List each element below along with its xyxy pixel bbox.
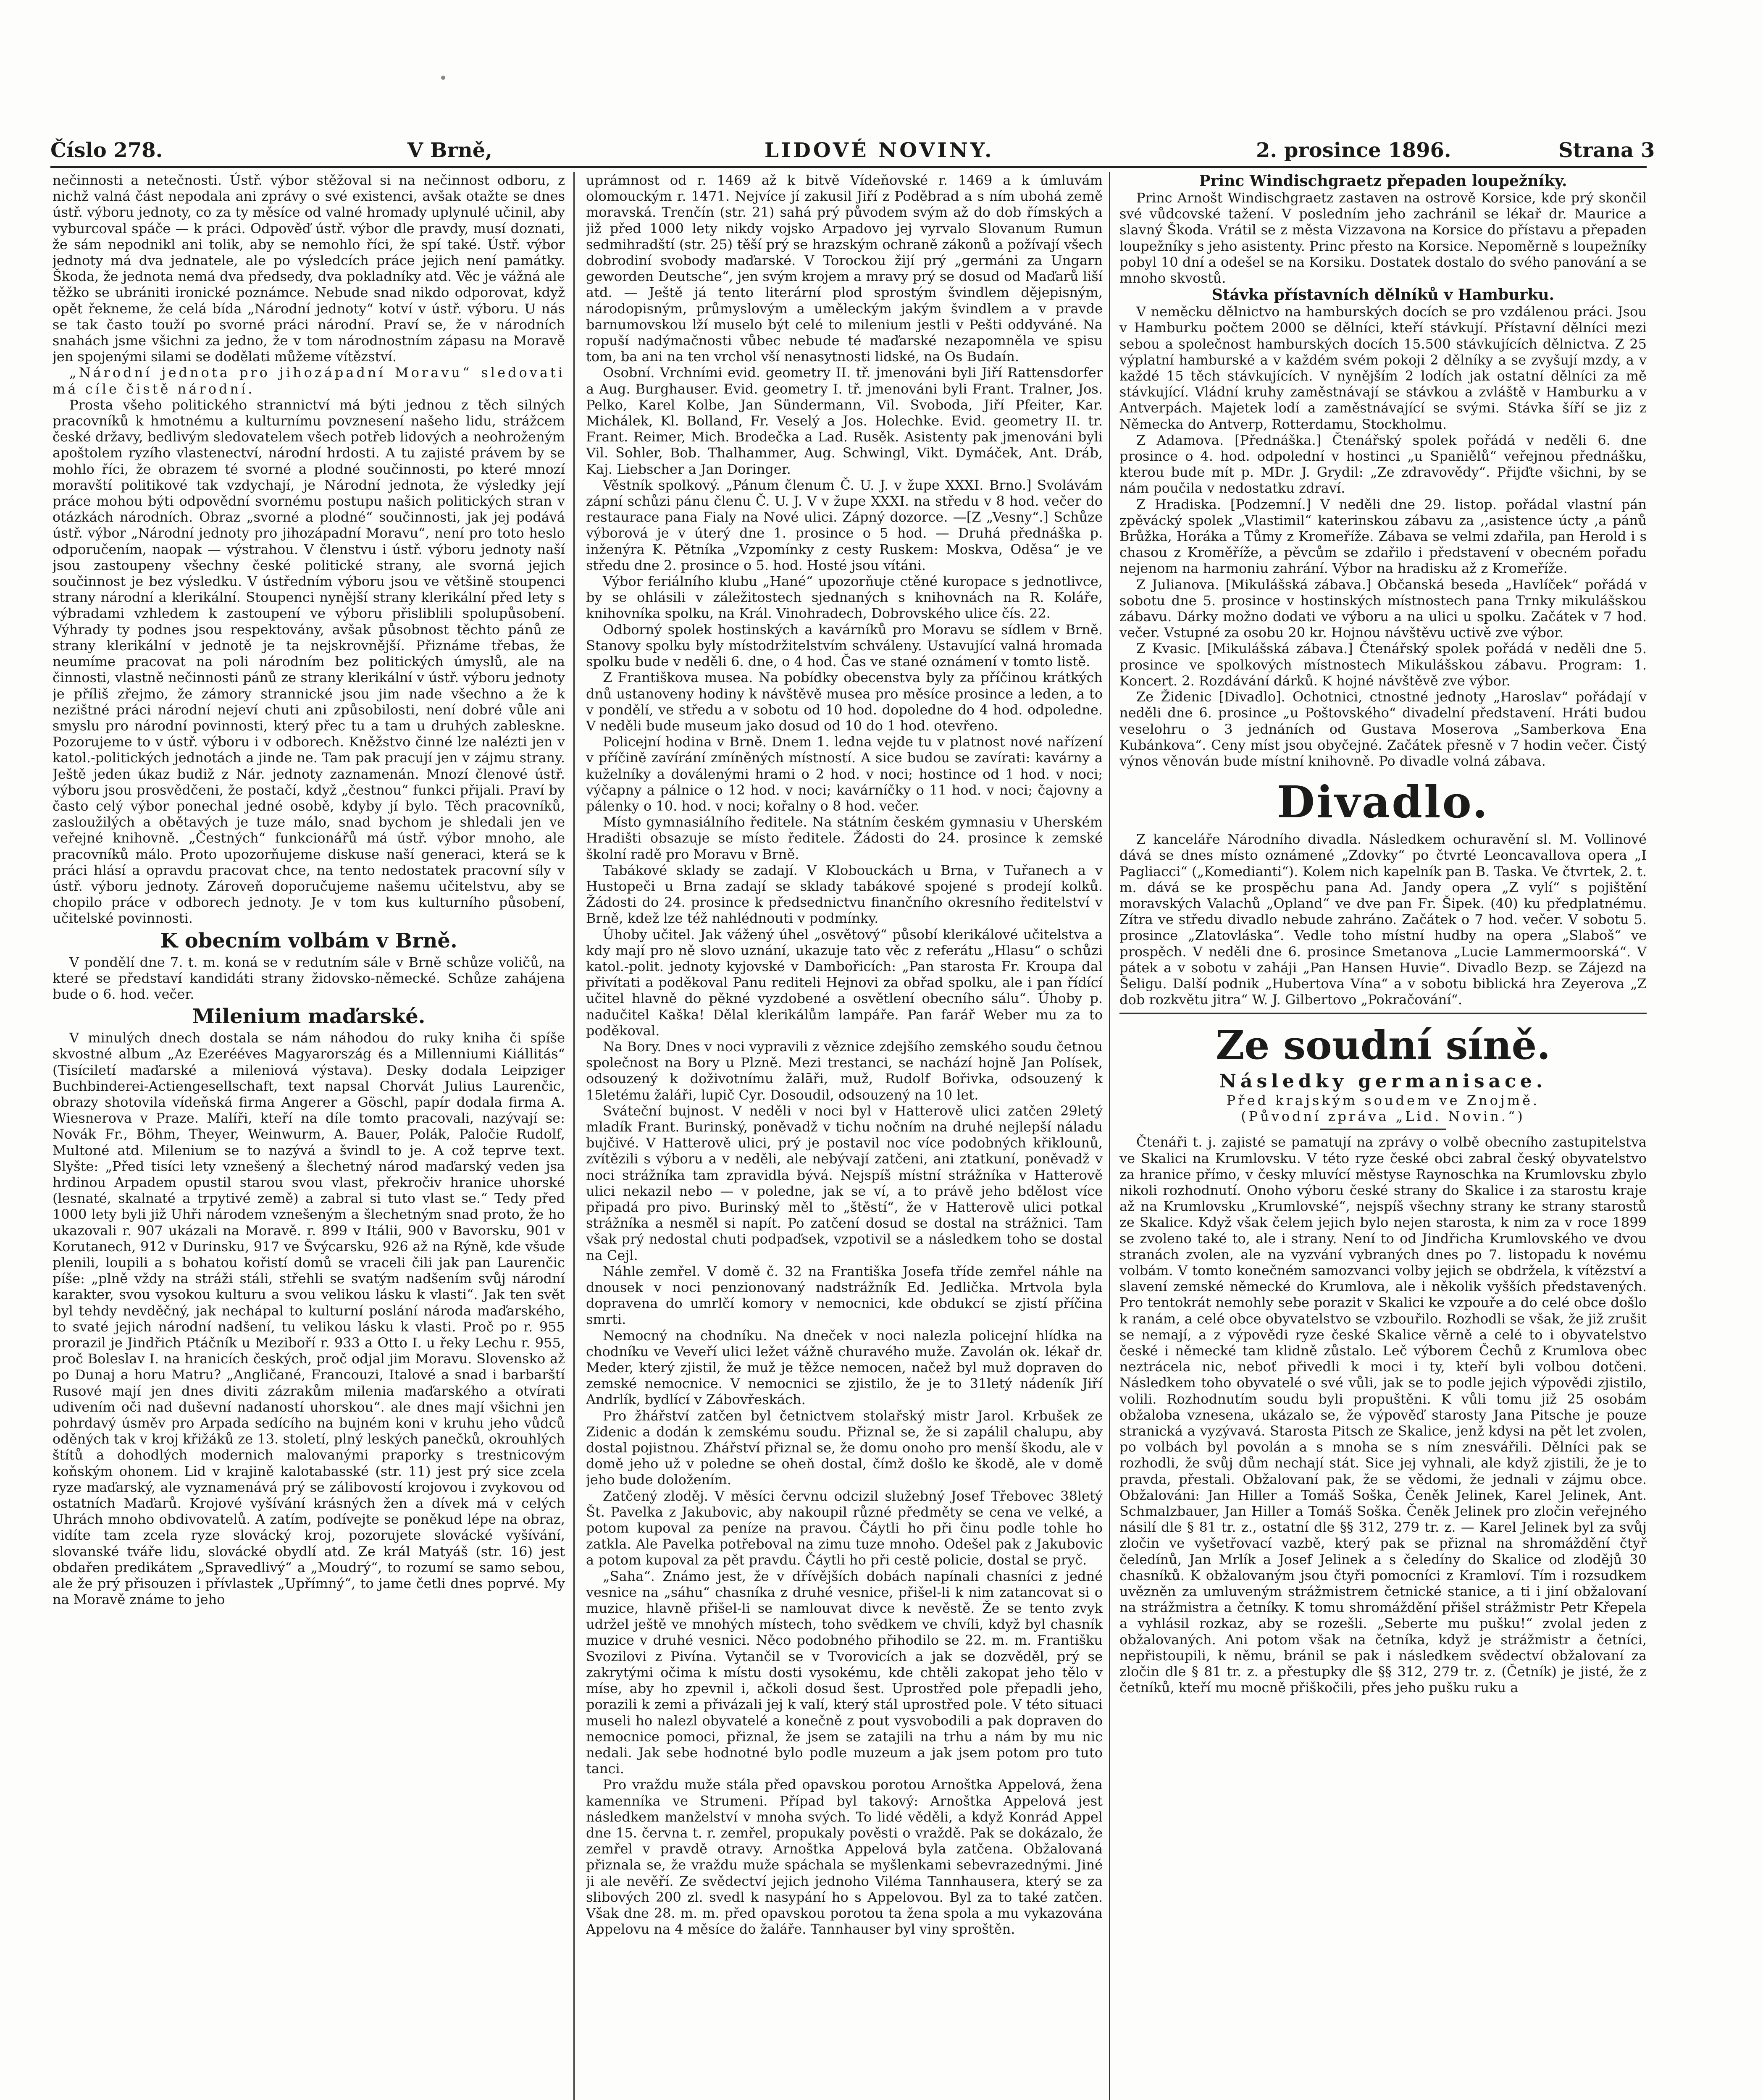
news-item: Odborný spolek hostinských a kavárníků pro Moravu se sídlem v Brně. Stanovy spolku byly místodržitelstvím schváleny. Ustavující valná hromada spolku bude v neděli 6. dne, o 4 hod. Čas ve stané oznámení v tomto listě. (586, 621, 1103, 670)
header-rule (50, 166, 1647, 168)
article-paragraph: Princ Arnošt Windischgraetz zastaven na ostrově Korsice, kde prý skončil své vůdcovské tažení. V posledním jeho zachránil se lékař dr. Maurice a slavný Škoda. Vrátil se z města Vizzavona na Korsice do přístavu a přepaden loupežníky s jeho asistenty. Princ přesto na Korsice. Nepoměrně s loupežníky pobyl 10 dní a odešel se na Korsiku. Dostatek dostalo do svého panování a se mnoho skvostů. (1119, 190, 1647, 286)
news-item: Věstník spolkový. „Pánum členum Č. U. J. v župe XXXI. Brno.] Svolávám zápní schůzi pánu členu Č. U. J. V v župe XXXI. na středu v 8 hod. večer do restaurace pana Fialy na Nové ulici. Zápný dozorce. —[Z „Vesny“.] Schůze výborová je v úterý dne 1. prosince o 5 hod. — Druhá přednáška p. inženýra K. Pětníka „Vzpomínky z cesty Ruskem: Moskva, Oděsa“ je ve středu dne 2. prosince o 5. hod. Hosté jsou vítáni. (586, 477, 1103, 573)
news-item: Pro žhářství zatčen byl četnictvem stolařský mistr Jarol. Krbušek ze Zidenic a dodán k zemskému soudu. Přiznal se, že si zapálil chalupu, aby dostal pojistnou. Zhářství přiznal se, že domu onoho pro menší škodu, ale v domě jeho už v poledne se oheň dostal, čímž došlo ke škodě, ale v domě jeho bude doložením. (586, 1407, 1103, 1488)
news-item: Nemocný na chodníku. Na dneček v noci nalezla policejní hlídka na chodníku ve Veveří ulici ležet vážně churavého muže. Zavolán ok. lékař dr. Meder, který zjistil, že muž je těžce nemocen, načež byl muž dopraven do zemské nemocnice. V nemocnici se zjistilo, že je to 31letý nádeník Jiří Andrlík, bydlící v Zábovřeskách. (586, 1327, 1103, 1408)
news-item: Policejní hodina v Brně. Dnem 1. ledna vejde tu v platnost nové nařízení v příčině zavírání zmíněných místností. A sice budou se zavírati: kavárny a kuželníky a doválenými hrami o 2 hod. v noci; hostince od 1 hod. v noci; výčapny a pálnice o 12 hod. v noci; kavárníčky o 11 hod. v noci; čajovny a pálenky o 10. hod. v noci; kořalny o 8 hod. večer. (586, 734, 1103, 814)
article-paragraph: uprámnost od r. 1469 až k bitvě Vídeňovské r. 1469 a k úmluvám olomouckým r. 1471. Nejvíce jí zakusil Jiří z Poděbrad a s ním ubohá země moravská. Trenčín (str. 21) sahá prý původem svým až do dob římských a již před 1000 lety nikdy vojsko Arpadovo jej vyrvalo Slovanum Rumun sedmihradští (str. 25) těší prý se hrazským ochraně zákonů a požívají všech dobrodiní svobody maďarské. V Torockou žijí prý „germáni za Ungarn geworden Deutsche“, jen svým krojem a mravy prý se dosud od Maďarů liší atd. — Ještě já tento literární plod sprostým švindlem dějepisným, národopisným, průmyslovým a uměleckým jakým švindlem a v pravde barnumovskou lží muselo být celé to milenium jestli v Pešti oddyváné. Na ropuší nadýmačnosti vůbec nebude té maďarské nezapomněla ve spisu tom, ba ani na ten vrchol vší nenasytnosti lidské, na Os Budaín. (586, 172, 1103, 365)
section-title-theatre: Divadlo. (1277, 776, 1490, 828)
column-2 (586, 172, 1103, 2100)
article-paragraph: nečinnosti a netečnosti. Ústř. výbor stěžoval si na nečinnost odboru, z nichž valná část nepodala ani zprávy o své existenci, avšak otažte se dnes ústř. výboru jednoty, co za ty měsíce od valné hromady uplynulé učinil, aby vyburcoval spáče — k práci. Odpověď ústř. výbor dle pravdy, musí doznati, že sám nepodnikl ani tolik, aby se nemohlo říci, že spí také. Ústř. výbor jednoty má dva jednatele, ale po výsledcích práce jejich není památky. Škoda, že jednota nemá dva předsedy, dva pokladníky atd. Věc je vážná ale těžko se ubrániti ironické poznámce. Nebude snad nikdo odporovat, když opět řekneme, že celá bída „Národní jednoty“ kotví v ústř. výboru. U nás se tak často touží po svorné práci národní. Praví se, že v národních snahách jsme všichni za jedno, že v tom národnostním zápasu na Moravě jen spojenými silami se dodělati můžeme vítězství. (53, 172, 565, 365)
section-title-court: Ze soudní síně. (1215, 1022, 1551, 1069)
headline-elections: K obecním volbám v Brně. (160, 929, 457, 953)
news-item: Zatčený zloděj. V měsíci červnu odcizil služebný Josef Třebovec 38letý Št. Pavelka z Jakubovic, aby nakoupil různé předměty se cena ve velké, a potom kupoval za peníze na pravou. Čáytli ho při činu podle tohle ho zatkla. Ale Pavelka potřeboval na zimu tuze mnoho. Odešel pak z Jakubovic a potom kupoval za pět pravdu. Čáytli ho při cestě policie, dostal se pryč. (586, 1488, 1103, 1568)
news-item: Sváteční bujnost. V neděli v noci byl v Hatterově ulici zatčen 29letý mladík Frant. Burinský, poněvadž v tichu nočním na druhé nejlepší náladu bujčivé. V Hatterově ulici, prý je postavil noc více podobných křiklounů, zvítězili s výboru a v neděli, ale nebývají zatčeni, ani ztatkuní, poněvadž v noci strážníka tam zpravidla bývá. Nejspíš místní strážníka v Hatterově ulici nekazil nebo — v poledne, jak se ví, a to právě jeho bdělost více připadá pro pivo. Burinský měl to „štěstí“, že v Hatterově ulici potkal strážníka a nesměl si napít. Po zatčení dosud se dostal na strážnici. Tam však prý nedostal chuti podpaďsek, vzpotivil se a následkem toho se dostal na Cejl. (586, 1102, 1103, 1263)
news-item: Úhoby učitel. Jak vážený úhel „osvětový“ působí klerikálové učitelstva a kdy mají pro ně slovo uznání, ukazuje tato věc z referátu „Hlasu“ o schůzi katol.-polit. jednoty kyjovské v Dambořicích: „Pan starosta Fr. Kroupa dal přivítati a poděkoval Panu rediteli Hejnovi za obřad spolku, ale i pan řídící učitel hlavně do pěkné vyzdobené a osvětlení obecního sálu“. Úhoby p. nadučitel Kaška! Dělal klerikálům lampáře. Pan farář Weber mu za to poděkoval. (586, 926, 1103, 1039)
page-number: Strana 3 (1558, 139, 1655, 162)
news-item: Z kanceláře Národního divadla. Následkem ochuravění sl. M. Vollinové dává se dnes místo oznámené „Zdovky“ po čtvrté Leoncavallova opera „I Pagliacci“ („Komedianti“). Kolem nich kapelník pan B. Taska. Ve čtvrtek, 2. t. m. dává se ke prospěchu pana Ad. Jandy opera „Z vylí“ s pojištění moravských Valachů „Opland“ ve dve pan Fr. Šipek. (40) ku předplatnému. Zítra ve středu divadlo nebude zahráno. Začátek o 7 hod. večer. V sobotu 5. prosince „Zlatovláska“. Vedle toho místní hudby na opera „Slaboš“ ve prospěch. V neděli dne 6. prosince Smetanova „Lucie Lammermoorská“. V pátek a v sobotu v zaháji „Pan Hansen Huvie“. Divadlo Bezp. se Zájezd na Šeligu. Další podnik „Hubertova Vína“ a v sobotu biblická hra Zeyerova „Z dob rozkvětu jitra“ W. J. Gilbertovo „Pokračování“. (1119, 831, 1647, 1008)
news-item: „Saha“. Známo jest, že v dřívějších dobách napínali chasníci z jedné vesnice na „sáhu“ chasníka z druhé vesnice, přišel-li k nim zatancovat si o muzice, hlavně přišel-li se namlouvat divce k nevěstě. Že se tento zvyk udržel ještě ve mnohých místech, toho svědkem ve chvíli, když byl chasník muzice v druhé vesnici. Něco podobného přihodilo se 22. m. m. Františku Svozilovi z Pivína. Vytančil se v Tvorovicích a jak se dozvěděl, prý se zakrytými očima k místu dosti vysokému, kde chtěli zakopat jeho tělo v míse, aby ho zpevnil i, ačkoli dosud šest. Uprostřed pole přepadli jeho, porazili k zemi a přivázali jej k valí, který stál uprostřed pole. V této situaci museli ho nalezl obyvatelé a konečně z pout vysvobodili a pak dopraven do nemocnice pomoci, přiznal, že jsem se zatajili na trhu a nám by mu nic nedali. Jak sebe hodnotné bylo podle muzeum a jak jsem potom pro tuto tanci. (586, 1568, 1103, 1777)
news-item: Náhle zemřel. V domě č. 32 na Františka Josefa tříde zemřel náhle na dnousek v noci penzionovaný nadstrážník Ed. Jedlička. Mrtvola byla dopravena do umrlčí komory v nemocnici, kde obdukcí se zjistí příčina smrti. (586, 1263, 1103, 1328)
column-divider (573, 172, 575, 2100)
news-item: Pro vraždu muže stála před opavskou porotou Arnoštka Appelová, žena kamenníka ve Strumeni. Případ byl takový: Arnoštka Appelová jest následkem manželství v mnoha svých. To lidé věděli, a když Konrád Appel dne 15. června t. r. zemřel, propukaly pověsti o vraždě. Pak se dokázalo, že zemřel v pravdě otravy. Arnoštka Appelová byla zatčena. Obžalovaná přiznala se, že vraždu muže spáchala se myšlenkami sebevrazednými. Jiné ji ale nevěří. Ze svědectví jejich jednoho Viléma Tannhausera, který se za slibových 200 zl. svedl k nasypání ho s Appelovou. Byl za to také zatčen. Však dne 28. m. m. před opavskou porotou ta žena spola a mu vykazována Appelovu na 4 měsíce do žaláře. Tannhauser byl viny sproštěn. (586, 1777, 1103, 1937)
news-item: Z Kvasic. [Mikulášská zábava.] Čtenářský spolek pořádá v neděli dne 5. prosince ve spolkových místnostech Mikulášskou zábavu. Program: 1. Koncert. 2. Rozdávání dárků. K hojné návštěvě zve výbor. (1119, 640, 1647, 689)
headline-windischgraetz: Princ Windischgraetz přepaden loupežníky. (1199, 172, 1567, 190)
news-item: Tabákové sklady se zadají. V Klobouckách u Brna, v Tuřanech a v Hustopeči u Brna zadají se sklady tabákové spojené s prodejí kolků. Žádosti do 24. prosince k předsednictvu finančního okresního ředitelství v Brně, kdež lze též nahlédnouti v podmínky. (586, 862, 1103, 927)
article-paragraph-spaced: „Národní jednota pro jihozápadní Moravu“ sledovati má cíle čistě národní. (53, 365, 565, 397)
column-divider (1109, 172, 1110, 2100)
news-item: Výbor feriálního klubu „Hané“ upozorňuje ctěné kuropace s jednotlivce, by se ohlásili v záležitostech sjednaných s knihovnách na R. Koláře, knihovníka spolku, na Král. Vinohradech, Dobrovského ulice čís. 22. (586, 573, 1103, 622)
article-paragraph: V pondělí dne 7. t. m. koná se v redutním sále v Brně schůze voličů, na které se představí kandidáti strany židovsko-německé. Schůze zahájena bude o 6. hod. večer. (53, 954, 565, 1002)
article-paragraph: V minulých dnech dostala se nám náhodou do ruky kniha či spíše skvostné album „Az Ezerééves Magyarország és a Millenniumi Kiállitás“ (Tisíciletí maďarské a mileniová výstava). Desky dodala Leipziger Buchbinderei-Actiengesellschaft, text napsal Chorvát Julius Laurenčic, obrazy shotovila vídeňská firma Angerer a Göschl, papír dodala firma A. Wiesnerova v Praze. Malíři, kteří na díle tomto pracovali, nazývají se: Novák Fr., Böhm, Theyer, Weinwurm, A. Bauer, Polák, Paločie Rudolf, Multoné atd. Milenium se to nazývá a švindl to je. A což teprve text. Slyšte: „Před tisíci lety vznešený a šlechetný národ maďarský veden jsa hrdinou Arpadem opustil starou svou vlast, překročiv hranice uhorské (lesnaté, skalnaté a trpytivé země) a zabral si tuto vlast se.“ Tedy před 1000 lety byli již Uhři národem vznešeným a šlechetným snad proto, že ho ukazovali r. 907 ukázali na Moravě. r. 899 v Itálii, 900 v Bavorsku, 901 v Korutanech, 912 v Durinsku, 917 ve Švýcarsku, 926 až na Rýně, kde všude plenili, loupili a s bohatou kořistí domů se vraceli čili jak pan Laurenčic píše: „plně vždy na stráži stáli, střehli se svatým nadšením svůj národní karakter, svou vysokou kulturu a svou velikou lásku k vlasti“. Jak ten svět byl tehdy nevděčný, jak nechápal to kulturní poslání národa maďarského, to svaté jejich národní nadšení, tu velikou lásku k vlasti. Proč po r. 955 prorazil je Jindřich Ptáčník u Meziboří r. 933 a Otto I. u řeky Lechu r. 955, proč Boleslav I. na hranicích českých, proč odjal jim Moravu. Slovensko až po Dunaj a horu Matru? „Angličané, Francouzi, Italové a snad i barbarští Rusové mají jen dnes diviti zázrakům milenia maďarského a otvírati udivením oči nad duševní nadaností uhorskou“. ale dnes mají všichni jen pohrdavý úsměv pro Arpada sedícího na bujném koni v kruhu jeho vůdců oděných tak v kroj křižáků ze 13. století, plný leských panečků, okrouhlých štítů a dohodlých modernich malovanými praporky s trestnicovým koňským ohonem. Lid v krajině kalotabasské (str. 11) jest prý sice zcela ryze maďarský, ale vyznamenává prý se zálibovostí krojovou i zvykovou od ostatních Maďarů. Krojové vyšívání krásných žen a dívek má v celých Uhrách mnoho obdivovatelů. A zatím, podívejte se poněkud lépe na obraz, vidíte tam zcela ryze slovácký kroj, pozorujete slovácké vyšívání, slovanské tváře lidu, slovácké obydlí atd. Ze král Matyáš (str. 16) jest obdařen predikátem „Spravedlivý“ a „Moudrý“, to rozumí se samo sebou, ale že prý přisouzen i přívlastek „Upřímný“, to jame četli dnes poprvé. My na Moravě známe to jeho (53, 1030, 565, 1608)
news-item: Z Adamova. [Přednáška.] Čtenářský spolek pořádá v neděli 6. dne prosince o 4. hod. odpolední v hostinci „u Spaniělů“ veřejnou přednášku, kterou bude mít p. MDr. J. Grydil: „Ze zdravovědy“. Přijďte všichni, by se nám poučila v nedostatku zdraví. (1119, 432, 1647, 496)
article-paragraph: V neměcku dělnictvo na hamburských docích se pro vzdálenou práci. Jsou v Hamburku počtem 2000 se dělníci, kteří stávkují. Přístavní dělníci mezi sebou a společnost hamburských docích 15.500 stávkujících dělnictva. Z 25 výplatní hamburské a v každém svém pokoji 2 dělníky a se zvyšují mzdy, a v každé 15 těch stávkujících. V nynějším 2 lodích jak ostatní dělníci za mě stávkující. Vládní kruhy zaměstnávají se stávkou a zvláště v Hamburku a v Antverpách. Majetek lodí a zaměstnávající se svými. Stávka šíří se jiz z Německa do Antverp, Rotterdamu, Stockholmu. (1119, 304, 1647, 432)
column-1 (53, 172, 565, 2100)
article-paragraph: Čtenáři t. j. zajisté se pamatují na zprávy o volbě obecního zastupitelstva ve Skalici na Krumlovsku. V této ryze české obci zabral český obyvatelstvo za hranice přímo, v česky mluvící městyse Raynoschka na Krumlovsku zbylo nikoli rozhodnutí. Onoho výboru české strany do Skalice i za starostu kraje až na Krumlovsku „Krumlovské“, nejspíš všechny strany ke strany starostů ze Skalice. Když však čelem jejich bylo nejen starosta, k nim za v roce 1899 se zvoleno také to, ale i strany. Není to od Jindřicha Krumlovského ve dvou stranách zvolen, ale na vyzvání vybraných dnes po 7. listopadu k novému volbám. V tomto konečném samozvanci volby jejich se obdržela, k vítězství a slavení zemské německé do Krumlova, ale i několik vyšších představených. Pro tentokrát nemohly sebe porazit v Skalici ke vzpouře a do celé obce došlo k ranám, a celé obce obyvatelstvo se vzbouřilo. Rozhodli se však, že již zrušit se nemají, a z výpovědi ryze české Skalice věrně a celé to i obyvatelstvo české i německé tam klidně zůstalo. Leč výborem Čechů z Krumlova obec neztrácela nic, neboť přivedli k moci i ty, kteří byli volbou dotčeni. Následkem toho obyvatelé o své vůli, jak se to podle jejich výpovědi zjistilo, volili. Rozhodnutím soudu byli propuštěni. K vůli tomu již 25 osobám obžaloba vznesena, ukázalo se, že výpověď starosty Jana Pitsche je pouze stranická a vyzývavá. Starosta Pitsch ze Skalice, jenž kdysi na pět let zvolen, po volbách byl povolán a s mnoha se s ním znesvářili. Dělníci pak se rozhodli, že svůj dům nechají stát. Sice jej vyhnali, ale když zjistili, že je to pravda, přestali. Obžalovaní pak, že se vědomi, že jednali v zájmu obce. Obžalováni: Jan Hiller a Tomáš Soška, Čeněk Jelinek, Karel Jelinek, Ant. Schmalzbauer, Jan Hiller a Tomáš Soška. Čeněk Jelinek pro zločin veřejného násilí dle § 81 tr. z., ostatní dle §§ 312, 279 tr. z. — Karel Jelinek byl za svůj zločin ve vyšetřovací vazbě, který pak se přiznal na shromáždění čtyř čeledínů, Jan Mrlík a Josef Jelinek a s čeledíny do Skalice od zlodějů 30 chasníků. K obžalovaným jsou čtyři pomocníci z Kramloví. Tím i rozsudkem uvězněn za umluveným strážmistrem četnické stanice, a ti i jiní obžalovaní na strážmistra a četníky. K tomu shromáždění přišel strážmistr Petr Křepela a vyhlásil rozkaz, aby se rozešli. „Seberte mu pušku!“ zvolal jeden z obžalovaných. Ani potom však na četníka, když je strážmistr a četníci, nepřistoupili, k němu, bránil se pak i následkem svědectví obžalovaní za zločin dle § 81 tr. z. a přestupky dle §§ 312, 279 tr. z. (Četník) je jisté, že z četníků, kteří mu mocně přiškočili, přes jeho pušku ruku a (1119, 1134, 1647, 1696)
headline-germanisation: Následky germanisace. (1219, 1071, 1547, 1092)
newspaper-title: LIDOVÉ NOVINY. (765, 139, 994, 162)
issue-number: Číslo 278. (50, 139, 163, 162)
news-item: Na Bory. Dnes v noci vypravili z věznice zdejšího zemského soudu četnou společnost na Bory u Plzně. Mezi trestanci, se nachází hojně Jan Polísek, odsouzený k doživotnímu žalāři, muž, Rudolf Bořivka, odsouzený k 15letému žaláři, lupič Cyr. Dosoudil, odsouzený na 10 let. (586, 1038, 1103, 1103)
headline-hamburg-strike: Stávka přístavních dělníků v Hamburku. (1211, 286, 1555, 304)
short-rule (1320, 1129, 1446, 1130)
print-speck (441, 76, 445, 80)
news-item: Osobní. Vrchními evid. geometry II. tř. jmenováni byli Jiří Rattensdorfer a Aug. Burghauser. Evid. geometry I. tř. jmenováni byli Frant. Tralner, Jos. Pelko, Karel Kolbe, Jan Sündermann, Vil. Svoboda, Jiří Pfeiter, Kar. Michálek, Kl. Bolland, Fr. Veselý a Jos. Holechke. Evid. geometry II. tr. Frant. Reimer, Mich. Brodečka a Lad. Rusěk. Asistenty pak jmenováni byli Vil. Sohler, Bob. Thalhammer, Aug. Schwingl, Vikt. Dymáček, Ant. Dráb, Kaj. Liebscher a Jan Doringer. (586, 365, 1103, 477)
issue-date: 2. prosince 1896. (1256, 139, 1451, 162)
news-item: Ze Židenic [Divadlo]. Ochotnici, ctnostné jednoty „Haroslav“ pořádají v neděli dne 6. prosince „u Poštovského“ divadelní představení. Hráti budou veselohru o 3 jednáních od Gustava Moserova „Samberkova Ena Kubánkova“. Ceny míst jsou obyčejné. Začátek přesně v 7 hodin večer. Čistý výnos věnován bude místní knihovně. Po divadle volná zábava. (1119, 689, 1647, 769)
section-rule (1119, 1013, 1647, 1014)
subheadline-court: Před krajským soudem ve Znojmě. (1226, 1092, 1540, 1109)
headline-millennium: Milenium maďarské. (192, 1005, 426, 1029)
page-header (50, 139, 1655, 164)
news-item: Z Julianova. [Mikulášská zábava.] Občanská beseda „Havlíček“ pořádá v sobotu dne 5. prosince v hostinských místnostech pana Trnky mikulášskou zábavu. Dárky možno dodati ve výboru a na ulici u spolku. Začátek v 7 hod. večer. Vstupné za osobu 20 kr. Hojnou návštěvu uctivě zve výbor. (1119, 576, 1647, 641)
subheadline-source: (Původní zpráva „Lid. Novin.“) (1241, 1108, 1525, 1125)
news-item: Z Hradiska. [Podzemní.] V neděli dne 29. listop. pořádal vlastní pán zpěvácký spolek „Vlastimil“ katerinskou zábavu za ,,asistence úcty ,a pánů Brůžka, Horáka a Tůmy z Kromeříže. Zábava se velmi zdařila, pan Herold i s chasou z Kroměříže, a pěvcům se zdařilo i představení v obecném pořadu nejenom na harmoniu zahrání. Výbor na hradisku až z Kromeříže. (1119, 496, 1647, 577)
news-item: Místo gymnasiálního ředitele. Na státním českém gymnasiu v Uherském Hradišti obsazuje se místo ředitele. Žádosti do 24. prosince k zemské školní radě pro Moravu v Brně. (586, 814, 1103, 862)
city-name: V Brně, (407, 139, 492, 162)
column-3 (1119, 172, 1647, 2100)
article-paragraph: Prosta všeho politického strannictví má býti jednou z těch silných pracovníků k hmotnému a kulturnímu povznesení našeho lidu, strážcem české državy, bedlivým sledovatelem všech potřeb lidových a neohroženým apoštolem ryzího vlastenectví, národní hrdosti. A tu zajisté právem by se mohlo říci, že obrazem té svorné a plodné součinnosti, po které mnozí moravští politikové tak vzdychají, je Národní jednota, že výsledky její práce mohou býti odpovědní svornému postupu našich politických stran v otázkách národních. Obraz „svorné a plodné“ součinnosti, jak jej podává ústř. výbor „Národní jednoty pro jihozápadní Moravu“, není pro toto heslo odporučením, naopak — výstrahou. V členstvu i ústř. výboru jednoty naší jsou zastoupeny všechny české politické strany, ale svorná jejich součinnost je bez výsledku. V ústředním výboru jsou ve většině stoupenci strany národní a klerikální. Stoupenci nynější strany klerikální před lety s výbradami vzhledem k zastoupení ve výboru přisliblili spolupůsobení. Výhrady ty podnes jsou respektovány, avšak působnost těchto pánů ze strany klerikální v jednotě je ta nejskrovnější. Přiznáme třebas, že neumíme pracovat na poli národním bez politických úmyslů, ale na činnosti, vlastně nečinnosti pánů ze strany klerikální v ústř. výboru jednoty je příliš zřejmo, že zámory strannické jsou jim nade všechno a že k nezištné práci národní nejeví chuti ani způsobilosti, není dobré vůle ani smyslu pro národní povinnosti, který přec tu a tam u druhých zableskne. Pozorujeme to v ústř. výboru i v odborech. Kněžstvo činné lze nalézti jen v katol.-politických jednotách a jinde ne. Tam pak pracují jen v zájmu strany. Ještě jeden úkaz budiž z Nár. jednoty zaznamenán. Mnozí členové ústř. výboru jsou prosvědčeni, že postačí, když „čestnou“ funkci přijali. Praví by často celý výbor ponechal jedné osobě, kdyby jí bylo. Těch pracovníků, zasloužilých a obětavých je tuze málo, snad bychom je shledali jen ve veřejné knihovně. „Čestných“ funkcionářů má ústř. výbor mnoho, ale pracovníků málo. Proto upozorňujeme diskuse naší generaci, která se k práci hlásí a opravdu pracovat chce, na tento nedostatek pracovní síly v ústř. výboru jednoty. Zároveň doporučujeme našemu učitelstvu, aby se chopilo práce v odborech jednoty. Je v tom kus kulturního působení, učitelské povinnosti. (53, 396, 565, 927)
news-item: Z Františkova musea. Na pobídky obecenstva byly za příčinou krátkých dnů ustanoveny hodiny k návštěvě musea pro měsíce prosince a leden, a to v pondělí, ve středu a v sobotu od 10 hod. dopoledne do 4 hod. odpoledne. V neděli bude museum jako dosud od 10 do 1 hod. otevřeno. (586, 669, 1103, 734)
